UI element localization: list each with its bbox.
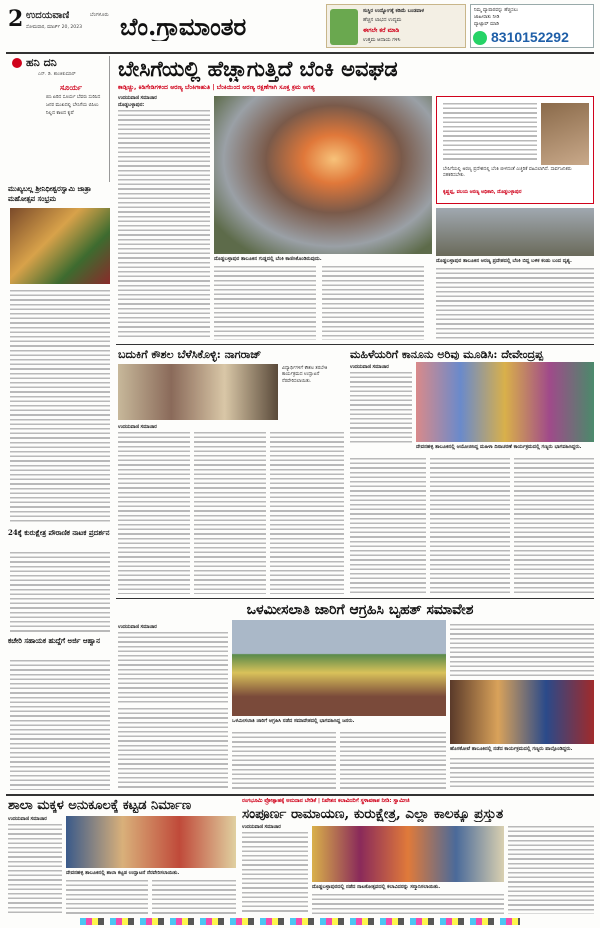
- ad-center-line2: ಹೆಚ್ಚಿನ ಲಾಭದ ಉದ್ಯಮ: [363, 17, 402, 23]
- school-byline: ಉದಯವಾಣಿ ಸಮಾಚಾರ: [8, 817, 47, 822]
- rally-body-col2: [118, 708, 228, 790]
- page-number: 2: [8, 6, 24, 32]
- lead-body-col1: [118, 110, 210, 340]
- ad-center-line3: ಈಗಲೇ ಕರೆ ಮಾಡಿ: [363, 27, 400, 34]
- lead-dateline: ದೊಡ್ಡಬಳ್ಳಾಪುರ:: [118, 103, 145, 108]
- lead-body-col3: [322, 266, 424, 340]
- rally-photo: [232, 620, 446, 716]
- rally-body-col1: [118, 632, 228, 704]
- women-photo-caption: ದೇವನಹಳ್ಳಿ ತಾಲೂಕಿನಲ್ಲಿ ಆಯೋಜಿಸಿದ್ದ ಮಹಿಳಾ ದಿನಾಚರಣೆ ಕಾರ್ಯಕ್ರಮದಲ್ಲಿ ಗಣ್ಯರು ಭಾಗವಹಿಸಿದ್ದರು.: [416, 444, 582, 450]
- lead-quote: ಬೇಸಿಗೆಯಲ್ಲಿ ಅರಣ್ಯ ಪ್ರದೇಶದಲ್ಲಿ ಬೆಂಕಿ ಬೀಳದಂತೆ ಎಚ್ಚರಿಕೆ ವಹಿಸಲಾಗಿದೆ. ಸಾರ್ವಜನಿಕರು ಸಹಕರಿಸಬೇಕು.: [443, 167, 572, 178]
- ad-top-right: [470, 4, 594, 48]
- youth-body-col3: [270, 432, 344, 594]
- application-body: [10, 660, 110, 790]
- women-byline: ಉದಯವಾಣಿ ಸಮಾಚಾರ: [350, 365, 389, 370]
- city-name: ಬೆಂಗಳೂರು: [90, 12, 109, 18]
- lead-byline: ಉದಯವಾಣಿ ಸಮಾಚಾರ: [118, 96, 157, 101]
- youth-body-col1: [118, 432, 190, 594]
- section-title: ಬೆಂ.ಗ್ರಾಮಾಂತರ: [120, 12, 247, 41]
- youth-photo: [118, 364, 278, 420]
- temple-headline: ಮುಖ್ಯಬಲ್ಲ ಶ್ರೀನಿಧೀಶ್ವರಸ್ವಾಮಿ ಜಾತ್ರಾ ಮಹೋತ್ಸವ ಸಂಭ್ರಮ: [8, 184, 92, 203]
- ramayana-photo-caption: ದೊಡ್ಡಬಳ್ಳಾಪುರದಲ್ಲಿ ನಡೆದ ನಾಟಕೋತ್ಸವದಲ್ಲಿ ಕಲಾವಿದರನ್ನು ಸನ್ಮಾನಿಸಲಾಯಿತು.: [312, 884, 441, 890]
- lead-body-col2: [214, 266, 316, 340]
- lead-fire-photo: [214, 96, 432, 254]
- temple-body: [10, 290, 110, 522]
- rally-photo-caption: ಒಳಮೀಸಲಾತಿ ಜಾರಿಗೆ ಆಗ್ರಹಿಸಿ ನಡೆದ ಸಮಾವೇಶದಲ್ಲಿ ಭಾಗವಹಿಸಿದ್ದ ಜನರು.: [232, 718, 355, 724]
- lead-sidebar-box: [436, 96, 594, 204]
- whatsapp-icon: [473, 31, 487, 45]
- poem-body: ಬಿಸಿ ಏರಿದ ಸೂರ್ಯ ಬೆವರು ಸುರಿಸಿದ ಜನರ ಮುಖದಲ್ಲಿ ಬೇಸಿಗೆಯ ಬಿಸಿಲು ನಿಲ್ಲದ ಕಾಲದ ಕೃಪೆ: [46, 95, 101, 116]
- youth-side-caption: ವಿದ್ಯಾರ್ಥಿಗಳಿಗೆ ಕೌಶಲ ತರಬೇತಿ ಕಾರ್ಯಕ್ರಮದ ಉದ್ಘಾಟನೆ ನೆರವೇರಿಸಲಾಯಿತು.: [282, 366, 328, 384]
- women-headline: ಮಹಿಳೆಯರಿಗೆ ಕಾನೂನು ಅರಿವು ಮೂಡಿಸಿ: ದೇವೇಂದ್ರಪ್ಪ: [350, 348, 544, 361]
- ramayana-kicker: ರಂಗಭೂಮಿ ಪ್ರೋತ್ಸಾಹಕ್ಕೆ ಅನುದಾನ ಬೇಡಿಕೆ | ನಿವೇಶನ ಕಲಾವಿದರಿಗೆ ಸ್ಥಳಾವಕಾಶ ನೀಡಿ: ಸ್ವಾಮೀಜಿ: [242, 798, 410, 804]
- sidebar-text: [443, 103, 537, 163]
- ramayana-body-col3: [508, 826, 594, 914]
- ramayana-body-col2: [312, 894, 504, 914]
- masthead-left: [8, 6, 116, 52]
- rally-body-col5: [450, 624, 594, 676]
- ad-center-line4: ಉತ್ತಮ ಆದಾಯ ಗಳಿಸಿ: [363, 37, 401, 43]
- drop-icon: [12, 58, 22, 68]
- masthead-rule: [6, 52, 594, 54]
- lead-body-col4: [436, 268, 594, 340]
- ramayana-headline: ಸಂಪೂರ್ಣ ರಾಮಾಯಣ, ಕುರುಕ್ಷೇತ್ರ, ಎಲ್ಲಾ ಕಾಲಕ್ಕೂ ಪ್ರಸ್ತುತ: [242, 806, 504, 822]
- school-body-col3: [152, 880, 236, 914]
- mid-rule: [116, 598, 594, 599]
- school-body-col2: [66, 880, 148, 914]
- issue-date: ಸೋಮವಾರ, ಮಾರ್ಚ್ 20, 2023: [26, 25, 83, 30]
- women-photo: [416, 362, 594, 442]
- women-body-col1: [350, 372, 412, 444]
- rally-body-col4: [340, 732, 446, 790]
- ramayana-photo: [312, 826, 504, 882]
- ad-right-line3: ವ್ಯಾಟ್ಸಾಪ್ ಮಾಡಿ: [474, 22, 500, 27]
- rally-side-photo: [450, 680, 594, 744]
- ad-phone-number: 8310152292: [491, 29, 569, 45]
- lead-quote-author: ಕೃಷ್ಣಪ್ಪ, ವಲಯ ಅರಣ್ಯ ಅಧಿಕಾರಿ, ದೊಡ್ಡಬಳ್ಳಾಪುರ: [443, 190, 522, 195]
- school-photo: [66, 816, 236, 868]
- lead-second-photo: [436, 208, 594, 256]
- lead-headline: ಬೇಸಿಗೆಯಲ್ಲಿ ಹೆಚ್ಚಾಗುತ್ತಿದೆ ಬೆಂಕಿ ಅವಘಡ: [118, 56, 398, 81]
- ad-top-center: [326, 4, 466, 48]
- youth-body-col2: [194, 432, 266, 594]
- lead-subheadline: ಕಾಡ್ಗಿಚ್ಚು, ಕಿಡಿಗೇಡಿಗಳಿಂದ ಅರಣ್ಯ ಬೆಂಕಿಗಾಹುತಿ | ಬೆಂಕಿಯಿಂದ ಅರಣ್ಯ ರಕ್ಷಣೆಗಾಗಿ ಸೂಕ್ತ ಕ್ರಮ ಅಗತ್ಯ: [118, 84, 315, 91]
- school-headline: ಶಾಲಾ ಮಕ್ಕಳ ಅನುಕೂಲಕ್ಕೆ ಕಟ್ಟಡ ನಿರ್ಮಾಣ: [8, 798, 192, 813]
- school-photo-caption: ದೇವನಹಳ್ಳಿ ತಾಲೂಕಿನಲ್ಲಿ ಶಾಲಾ ಕಟ್ಟಡ ಉದ್ಘಾಟನೆ ನೆರವೇರಿಸಲಾಯಿತು.: [66, 870, 180, 876]
- ad-center-line1: ಸುಸ್ಥಿರ ಉದ್ಯೋಗಕ್ಕೆ ಕಡಿಮೆ ಬಂಡವಾಳ: [363, 8, 425, 14]
- column-hanidani: [8, 56, 110, 182]
- rally-headline: ಒಳಮೀಸಲಾತಿ ಜಾರಿಗೆ ಆಗ್ರಹಿಸಿ ಬೃಹತ್ ಸಮಾವೇಶ: [246, 602, 474, 618]
- youth-headline: ಬದುಕಿಗೆ ಕೌಶಲ ಬೆಳೆಸಿಕೊಳ್ಳಿ: ನಾಗರಾಜ್: [118, 348, 262, 361]
- lead-bottom-rule: [116, 344, 594, 345]
- ad-right-line2: ಜಾಹೀರಾತು ನೀಡಿ: [474, 15, 500, 20]
- paper-name: ಉದಯವಾಣಿ: [26, 10, 70, 21]
- drama-headline: 24ಕ್ಕೆ ಕುರುಕ್ಷೇತ್ರ ಪೌರಾಣಿಕ ನಾಟಕ ಪ್ರದರ್ಶನ: [8, 528, 110, 537]
- lead-second-caption: ದೊಡ್ಡಬಳ್ಳಾಪುರ ತಾಲೂಕಿನ ಅರಣ್ಯ ಪ್ರದೇಶದಲ್ಲಿ ಬೆಂಕಿ ಬಿದ್ದ ಬಳಿಕ ಕಂಡು ಬಂದ ದೃಶ್ಯ.: [436, 258, 572, 264]
- women-body-col2: [350, 458, 426, 594]
- rally-body-col6: [450, 758, 594, 790]
- rally-body-col3: [232, 732, 336, 790]
- color-registration-strip: [80, 918, 520, 925]
- lead-photo-caption: ದೊಡ್ಡಬಳ್ಳಾಪುರ ತಾಲೂಕಿನ ಗುಡ್ಡದಲ್ಲಿ ಬೆಂಕಿ ಕಾಣಿಸಿಕೊಂಡಿರುವುದು.: [214, 256, 322, 262]
- temple-photo: [10, 208, 110, 284]
- women-body-col4: [514, 458, 594, 594]
- phone-graphic-icon: [330, 9, 358, 45]
- officer-photo: [541, 103, 589, 165]
- rally-byline: ಉದಯವಾಣಿ ಸಮಾಚಾರ: [118, 625, 157, 630]
- ad-right-line1: ನಿಮ್ಮ ವ್ಯಾಪಾರವನ್ನು ಹೆಚ್ಚಿಸಲು: [474, 8, 519, 13]
- youth-byline: ಉದಯವಾಣಿ ಸಮಾಚಾರ: [118, 425, 157, 430]
- column-title: ಹನಿ ದನಿ: [26, 56, 57, 69]
- column-author: ಎನ್. ಡಿ. ಶಾಂತಿಕುಮಾರ್: [38, 72, 76, 77]
- ramayana-byline: ಉದಯವಾಣಿ ಸಮಾಚಾರ: [242, 825, 281, 830]
- application-headline: ಕಚೇರಿ ಸಹಾಯಕ ಹುದ್ದೆಗೆ ಅರ್ಜಿ ಆಹ್ವಾನ: [8, 636, 100, 645]
- bottom-section-rule: [6, 794, 594, 796]
- ramayana-body-col1: [242, 832, 308, 914]
- school-body-col1: [8, 824, 62, 914]
- women-body-col3: [430, 458, 510, 594]
- drama-body: [10, 552, 110, 632]
- rally-side-caption: ಹೊಸಕೋಟೆ ತಾಲೂಕಿನಲ್ಲಿ ನಡೆದ ಕಾರ್ಯಕ್ರಮದಲ್ಲಿ ಗಣ್ಯರು ಪಾಲ್ಗೊಂಡಿದ್ದರು.: [450, 746, 573, 752]
- poem-heading: ಸೂರ್ಯ: [60, 82, 83, 92]
